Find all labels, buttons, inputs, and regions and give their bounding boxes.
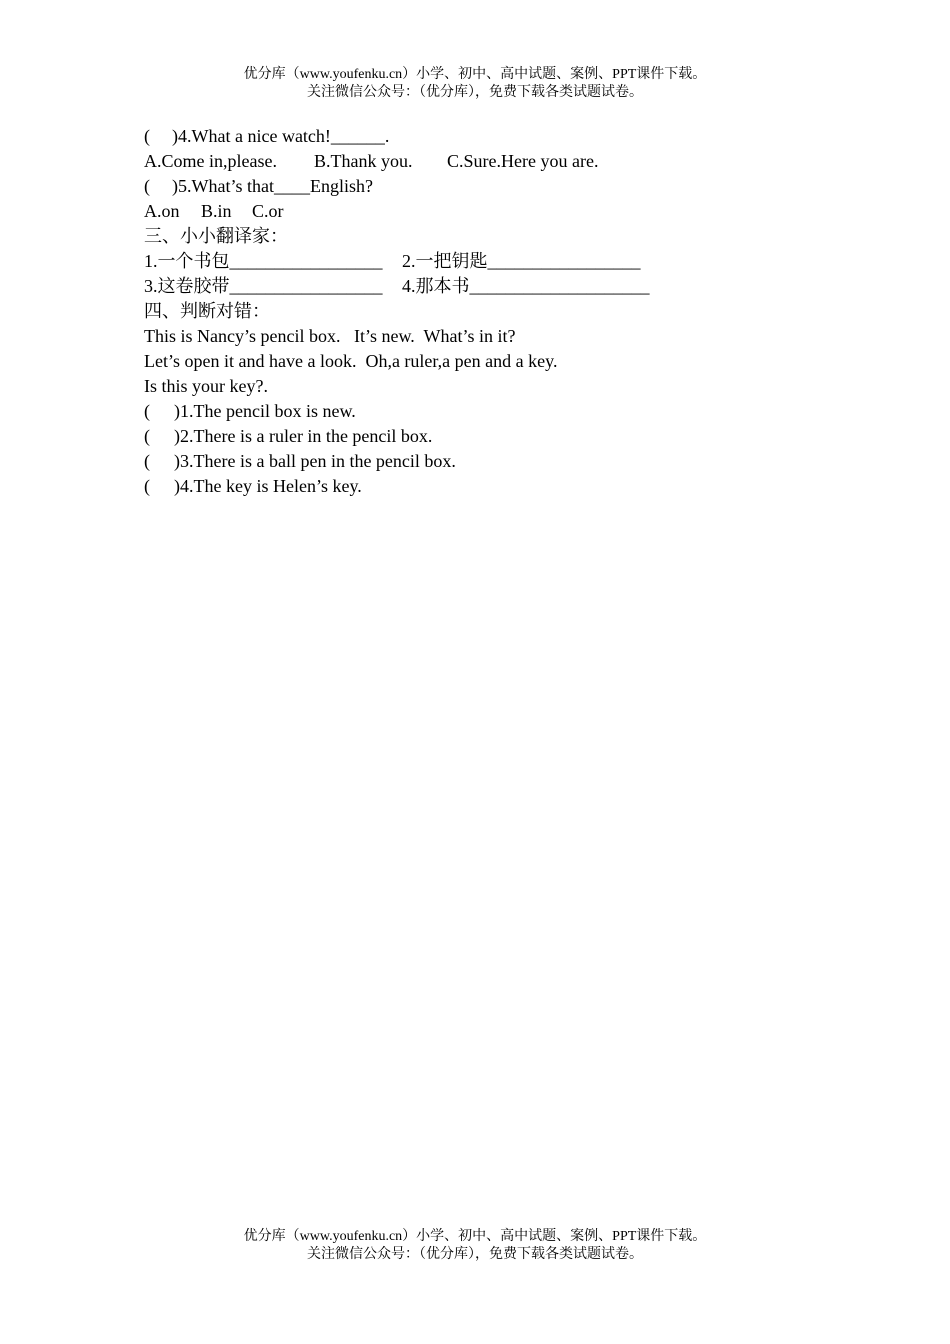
answer-paren: ( bbox=[144, 126, 150, 146]
page-header bbox=[0, 66, 950, 102]
judge-item-2-text: )2.There is a ruler in the pencil box. bbox=[174, 426, 433, 446]
section-title-translate: 三、小小翻译家： bbox=[144, 226, 288, 246]
judge-item-3-text: )3.There is a ball pen in the pencil box. bbox=[174, 451, 456, 471]
question-5-options bbox=[144, 199, 844, 224]
question-4-text: )4.What a nice watch!______. bbox=[172, 126, 390, 146]
judge-item-4 bbox=[144, 474, 844, 499]
answer-paren: ( bbox=[144, 176, 150, 196]
option-c: C.Sure.Here you are. bbox=[447, 151, 599, 171]
translate-row-2 bbox=[144, 274, 844, 299]
option-c: C.or bbox=[252, 201, 284, 221]
judge-item-3 bbox=[144, 449, 844, 474]
translate-item-4: 4.那本书____________________ bbox=[402, 276, 650, 296]
question-5-text: )5.What’s that____English? bbox=[172, 176, 373, 196]
passage-line-3: Is this your key?. bbox=[144, 376, 268, 396]
question-5 bbox=[144, 174, 844, 199]
passage-line-2: Let’s open it and have a look. Oh,a ruler,a pen and a key. bbox=[144, 351, 558, 371]
section-title-judge: 四、判断对错： bbox=[144, 301, 270, 321]
question-4 bbox=[144, 124, 844, 149]
answer-paren: ( bbox=[144, 401, 150, 421]
header-line-1: 优分库（www.youfenku.cn）小学、初中、高中试题、案例、PPT课件下载。 bbox=[243, 67, 707, 82]
translate-item-2: 2.一把钥匙_________________ bbox=[402, 251, 641, 271]
question-4-options bbox=[144, 149, 844, 174]
option-a: A.Come in,please. bbox=[144, 151, 277, 171]
answer-paren: ( bbox=[144, 426, 150, 446]
option-a: A.on bbox=[144, 201, 180, 221]
footer-line-2: 关注微信公众号：（优分库），免费下载各类试题试卷。 bbox=[307, 1247, 643, 1262]
answer-paren: ( bbox=[144, 476, 150, 496]
judge-item-1-text: )1.The pencil box is new. bbox=[174, 401, 356, 421]
option-b: B.in bbox=[201, 201, 232, 221]
passage-line-1: This is Nancy’s pencil box. It’s new. What’s in it? bbox=[144, 326, 516, 346]
option-b: B.Thank you. bbox=[314, 151, 413, 171]
translate-item-3: 3.这卷胶带_________________ bbox=[144, 276, 383, 296]
judge-item-1 bbox=[144, 399, 844, 424]
header-line-2: 关注微信公众号：（优分库），免费下载各类试题试卷。 bbox=[307, 85, 643, 100]
translate-item-1: 1.一个书包_________________ bbox=[144, 251, 383, 271]
judge-item-2 bbox=[144, 424, 844, 449]
judge-item-4-text: )4.The key is Helen’s key. bbox=[174, 476, 362, 496]
answer-paren: ( bbox=[144, 451, 150, 471]
translate-row-1 bbox=[144, 249, 844, 274]
page-footer bbox=[0, 1228, 950, 1264]
document-body bbox=[144, 124, 844, 499]
footer-line-1: 优分库（www.youfenku.cn）小学、初中、高中试题、案例、PPT课件下载。 bbox=[243, 1229, 707, 1244]
